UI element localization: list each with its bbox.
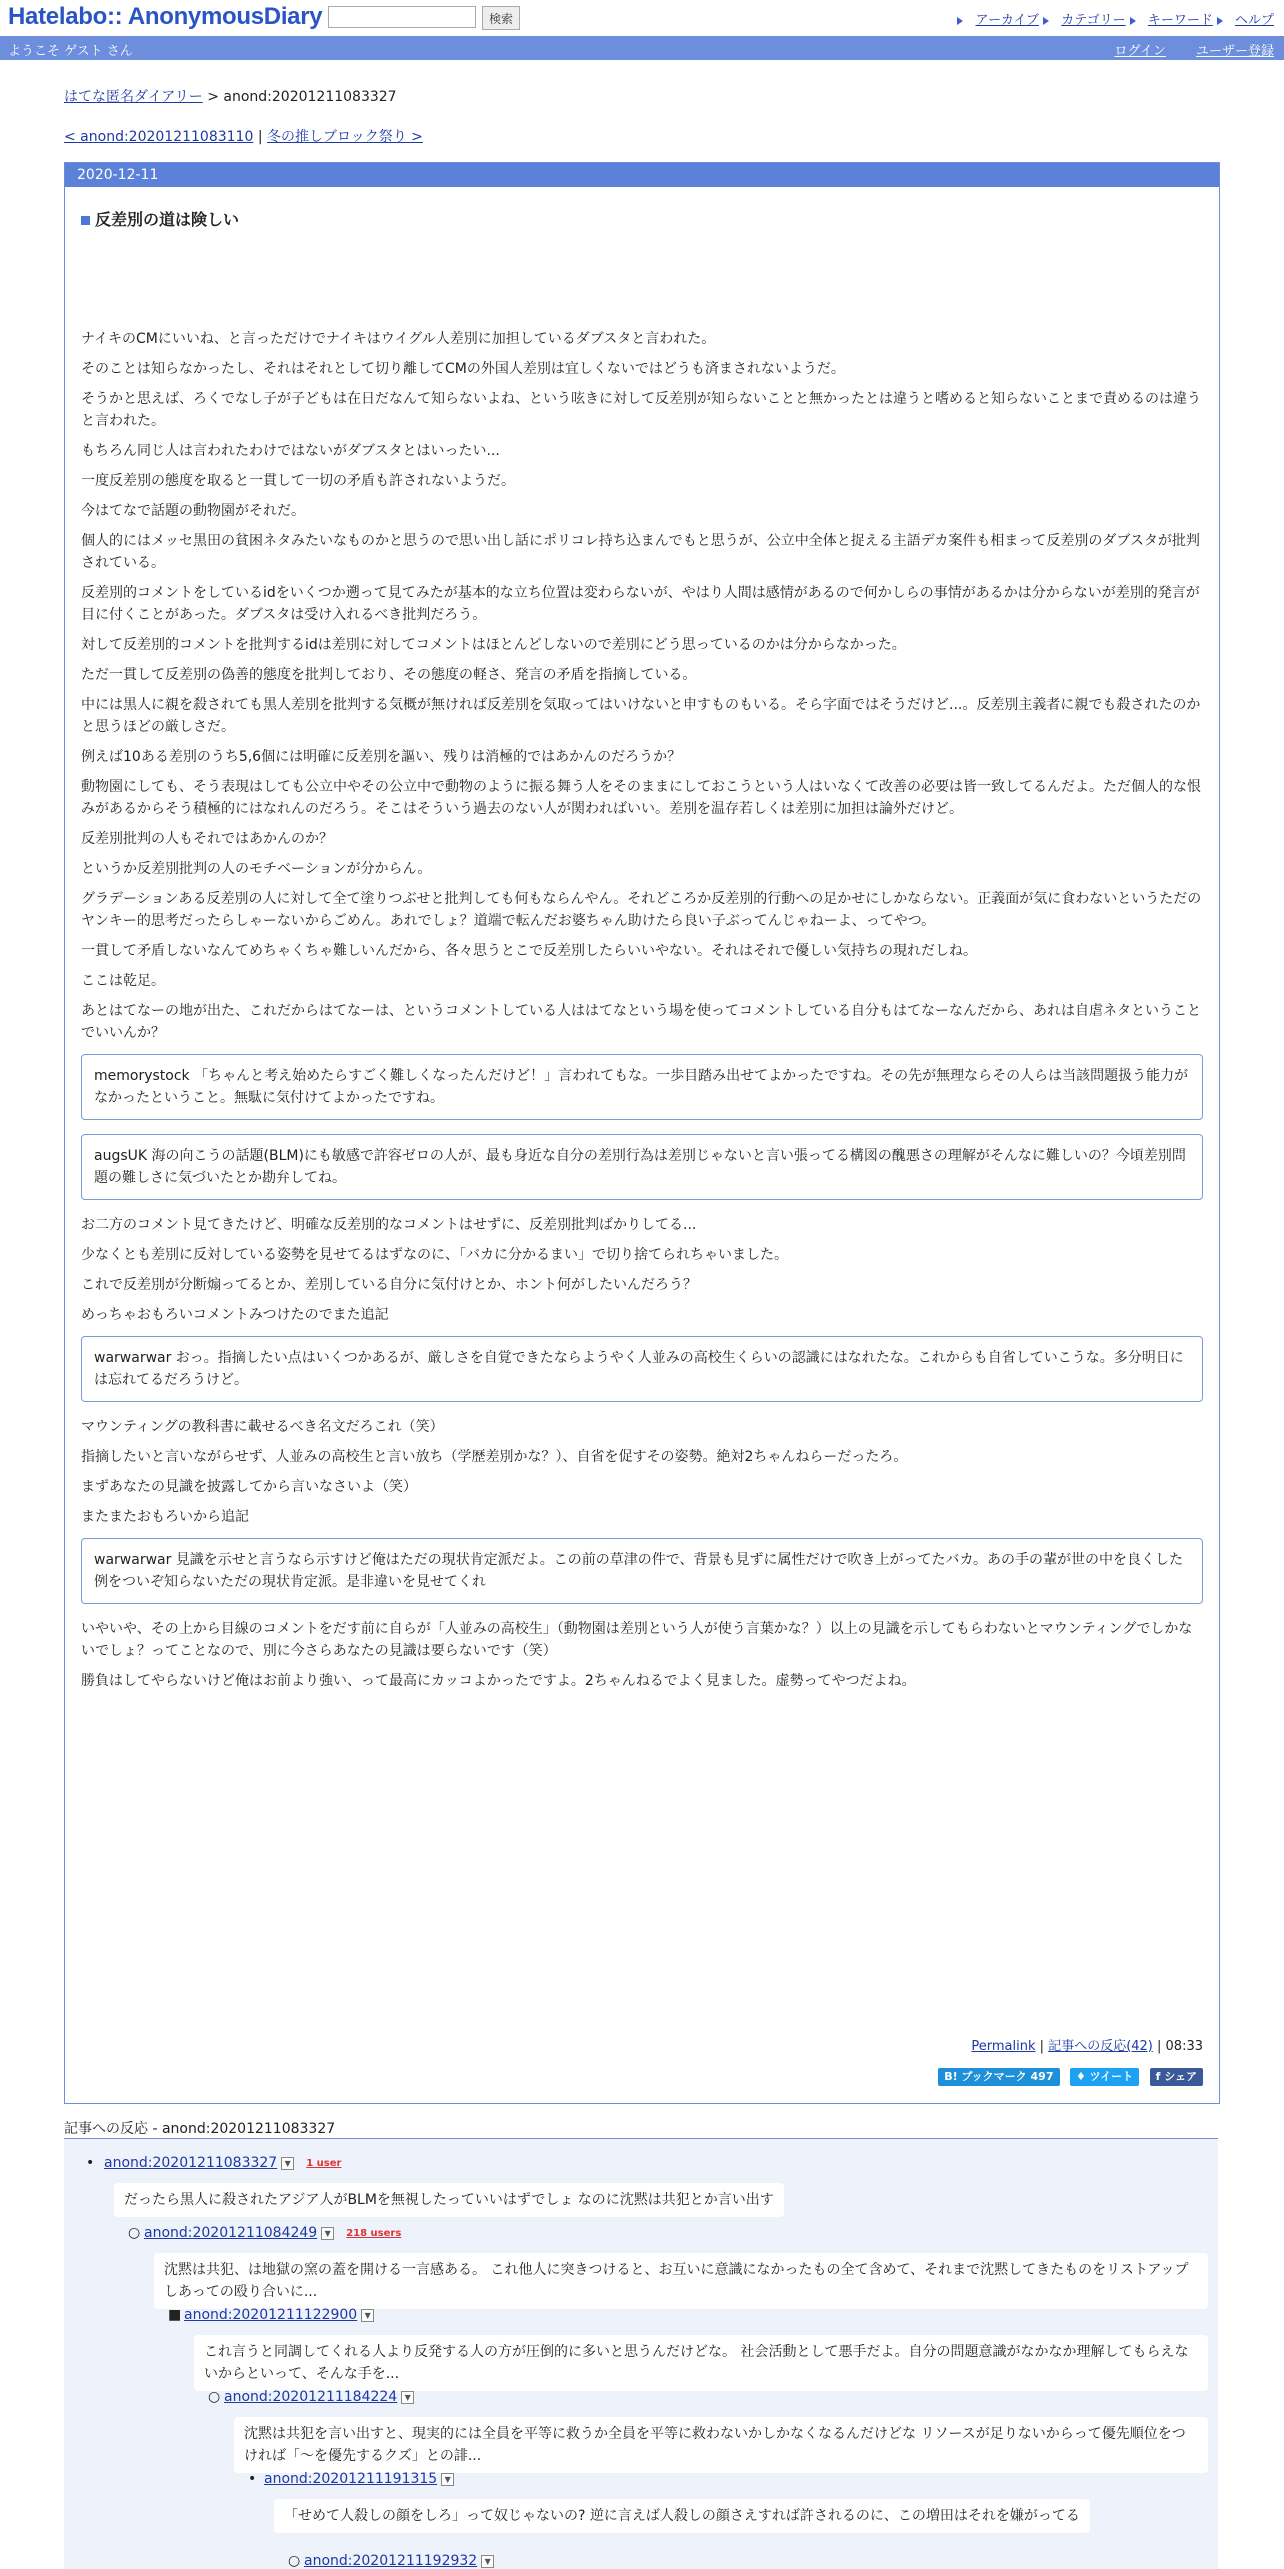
permalink[interactable]: Permalink [971,2039,1036,2054]
reactions-tree [64,2138,1218,2569]
chevron-down-icon[interactable]: ▼ [481,2555,494,2568]
paragraph: 少なくとも差別に反対している姿勢を見せてるはずなのに、「バカに分かるまい」で切り捨てられちゃいました。 [81,1247,788,1263]
paragraph-group-d [81,1618,1203,1692]
tweet-button[interactable] [1070,2068,1139,2086]
paragraph: 反差別批判の人もそれではあかんのか？ [81,831,333,847]
bird-icon: ♦ [1075,2070,1086,2083]
paragraph: 一度反差別の態度を取ると一貫して一切の矛盾も許されないようだ。 [81,473,515,489]
reaction-link[interactable]: anond:20201211084249 [144,2225,318,2241]
article-title-row [81,207,1219,230]
paragraph: 指摘したいと言いながらせず、人並みの高校生と言い放ち（学歴差別かな？）、自省を促すその姿勢。絶対2ちゃんねらーだったろ。 [81,1449,908,1465]
paragraph: ここは乾足。 [81,973,165,989]
triangle-icon [1217,17,1223,25]
paragraph: マウンティングの教科書に載せるべき名文だろこれ（笑） [81,1419,444,1435]
paragraph-group-a [81,328,1203,1044]
chevron-down-icon[interactable]: ▼ [401,2391,414,2404]
paragraph: グラデーションある反差別の人に対して全て塗りつぶせと批判しても何もならんやん。それどころか反差別的行動への足かせにしかならない。正義面が気に食わないというただのヤンキー的思考だったらしゃーないからごめん。あれでしょ？道端で転んだお婆ちゃん助けたら良い子ぶってんじゃねーよ、ってやつ。 [81,891,1202,929]
title-square-icon[interactable] [81,216,90,225]
paragraph: 個人的にはメッセ黒田の貧困ネタみたいなものかと思うので思い出し話にポリコレ持ち込まんでもと思うが、公立中全体と捉える主語デカ案件も相まって反差別のダブスタが批判されている。 [81,533,1200,571]
keyword-link-wrap [1130,13,1213,28]
chevron-down-icon[interactable]: ▼ [281,2157,294,2170]
paragraph: 一貫して矛盾しないなんてめちゃくちゃ難しいんだから、各々思うとこで反差別したらいいやない。それはそれで優しい気持ちの現れだしね。 [81,943,977,959]
paragraph: 対して反差別的コメントを批判するidは差別に対してコメントはほとんどしないので差別にどう思っているのかは分からなかった。 [81,637,906,653]
chevron-down-icon[interactable]: ▼ [361,2309,374,2322]
reaction-link[interactable]: anond:20201211083327 [104,2155,278,2171]
quote-memorystock: memorystock 「ちゃんと考え始めたらすごく難しくなったんだけど！」言われてもな。一歩目踏み出せてよかったですね。その先が無理ならその人らは当該問題扱う能力がなかったということ。無駄に気付けてよかったですね。 [81,1054,1203,1120]
article-footer: Permalink | 記事への反応(42) | 08:33 [971,2039,1203,2054]
reactions-link[interactable]: 記事への反応(42) [1048,2039,1153,2054]
bookmark-label: B! ブックマーク [944,2070,1027,2083]
reaction-item [104,2155,341,2171]
facebook-icon: f [1155,2070,1161,2083]
paragraph: ナイキのCMにいいね、と言っただけでナイキはウイグル人差別に加担しているダブスタと言われた。 [81,331,716,347]
category-link-wrap [1043,13,1125,28]
triangle-icon [1130,17,1136,25]
paragraph: そうかと思えば、ろくでなし子が子どもは在日だなんて知らないよね、という呟きに対して反差別が知らないことと無かったとは違うと嗜めると知らないことまで責めるのは違うと言われた。 [81,391,1201,429]
paragraph: 勝負はしてやらないけど俺はお前より強い、って最高にカッコよかったですよ。2ちゃんねるでよく見ました。虚勢ってやつだよね。 [81,1673,916,1689]
bookmark-count: 497 [1030,2070,1054,2083]
reaction-link[interactable]: anond:20201211184224 [224,2389,398,2405]
nav-separator: | [253,129,268,145]
list-bullet-icon: ■ [168,2307,182,2323]
facebook-share-button[interactable] [1150,2068,1203,2086]
article-body [81,328,1203,1692]
paragraph: あとはてなーの地が出た、これだからはてなーは、というコメントしている人ははてなという場を使ってコメントしている自分もはてなーなんだから、あれは自虐ネタということでいいんか？ [81,1003,1201,1041]
tweet-label: ツイート [1089,2070,1134,2083]
reaction-item [144,2225,401,2241]
list-bullet-icon: • [86,2155,95,2171]
next-entry-link[interactable]: 冬の推しブロック祭り > [267,129,423,145]
breadcrumb [64,86,397,106]
login-link[interactable]: ログイン [1114,44,1166,59]
paragraph: まずあなたの見識を披露してから言いなさいよ（笑） [81,1479,417,1495]
triangle-icon [1043,17,1049,25]
breadcrumb-separator: > [202,89,224,105]
paragraph: めっちゃおもろいコメントみつけたのでまた追記 [81,1307,389,1323]
reaction-link[interactable]: anond:20201211122900 [184,2307,358,2323]
reaction-item [264,2471,454,2487]
breadcrumb-home[interactable]: はてな匿名ダイアリー [64,89,203,105]
paragraph: いやいや、その上から目線のコメントをだす前に自らが「人並みの高校生」（動物園は差別という人が使う言葉かな？）以上の見識を示してもらわないとマウンティングでしかないでしょ？ってことなので、別に今さらあなたの見識は要らないです（笑） [81,1621,1193,1659]
paragraph: 動物園にしても、そう表現はしても公立中やその公立中で動物のように振る舞う人をそのままにしておこうという人はいなくて改善の必要は皆一致してるんだよ。ただ個人的な恨みがあるからそう積極的にはなれんのだろう。そこはそういう過去のない人が関わればいい。差別を温存若しくは差別に加担は論外だけど。 [81,779,1201,817]
reaction-item [304,2553,494,2569]
header-nav [957,9,1274,28]
reaction-excerpt: 沈黙は共犯を言い出すと、現実的には全員を平等に救うか全員を平等に救わないかしかなくなるんだけどな リソースが足りないからって優先順位をつければ「〜を優先するクズ」との誹... [234,2417,1208,2473]
search-input[interactable] [328,6,476,28]
hatena-bookmark-button[interactable] [938,2068,1059,2086]
category-link[interactable]: カテゴリー [1061,13,1126,28]
list-bullet-icon: • [248,2471,257,2487]
header [0,0,1284,36]
reaction-excerpt: だったら黒人に殺されたアジア人がBLMを無視したっていいはずでしょ なのに沈黙は共犯とか言い出す [114,2183,784,2217]
site-logo[interactable]: Hatelabo:: AnonymousDiary [8,3,323,30]
chevron-down-icon[interactable]: ▼ [321,2227,334,2240]
quote-warwarwar-2: warwarwar 見識を示せと言うなら示すけど俺はただの現状肯定派だよ。この前の草津の件で、背景も見ずに属性だけで吹き上がってたバカ。あの手の輩が世の中を良くした例をついぞ知らないただの現状肯定派。是非違いを見せてくれ [81,1538,1203,1604]
reaction-excerpt: 沈黙は共犯、は地獄の窯の蓋を開ける一言感ある。 これ他人に突きつけると、お互いに意識になかったもの全て含めて、それまで沈黙してきたものをリストアップしあっての殴り合いに... [154,2253,1208,2309]
reaction-link[interactable]: anond:20201211191315 [264,2471,438,2487]
welcome-text: ようこそ ゲスト さん [8,44,133,59]
help-link[interactable]: ヘルプ [1234,13,1274,28]
paragraph: もちろん同じ人は言われたわけではないがダブスタとはいったい... [81,443,500,459]
reactions-title: 記事への反応 - anond:20201211083327 [64,2121,336,2137]
paragraph: 例えば10ある差別のうち5,6個には明確に反差別を謳い、残りは消極的ではあかんのだろうか？ [81,749,682,765]
reaction-item [184,2307,374,2323]
paragraph: そのことは知らなかったし、それはそれとして切り離してCMの外国人差別は宜しくないではどうも済まされないようだ。 [81,361,845,377]
article [64,162,1220,2104]
chevron-down-icon[interactable]: ▼ [441,2473,454,2486]
prev-entry-link[interactable]: < anond:20201211083110 [64,129,254,145]
reaction-excerpt: 「せめて人殺しの顔をしろ」って奴じゃないの? 逆に言えば人殺しの顔さえすれば許されるのに、この増田はそれを嫌がってる [274,2499,1090,2533]
list-bullet-icon: ○ [208,2389,221,2405]
paragraph: というか反差別批判の人のモチベーションが分からん。 [81,861,432,877]
reaction-item [224,2389,414,2405]
paragraph: 中には黒人に親を殺されても黒人差別を批判する気概が無ければ反差別を気取ってはいけないと申すものもいる。そら字面ではそうだけど...。反差別主義者に親でも殺されたのかと思うほどの厳しさだ。 [81,697,1201,735]
paragraph: お二方のコメント見てきたけど、明確な反差別的なコメントはせずに、反差別批判ばかりしてる... [81,1217,697,1233]
paragraph: ただ一貫して反差別の偽善的態度を批判しており、その態度の軽さ、発言の矛盾を指摘している。 [81,667,697,683]
breadcrumb-current: anond:20201211083327 [223,89,397,105]
article-title: 反差別の道は険しい [95,210,240,229]
bookmark-users-badge[interactable]: 218 users [346,2227,402,2239]
keyword-link[interactable]: キーワード [1147,13,1213,28]
share-label: シェア [1164,2070,1197,2083]
share-buttons [932,2068,1203,2088]
reaction-excerpt: これ言うと同調してくれる人より反発する人の方が圧倒的に多いと思うんだけどな。 社会活動として悪手だよ。自分の問題意識がなかなか理解してもらえないからといって、そんな手を... [194,2335,1208,2391]
bookmark-users-badge[interactable]: 1 user [306,2157,342,2169]
prev-next-nav [64,126,423,146]
triangle-icon [957,17,963,25]
quote-augsuk: augsUK 海の向こうの話題(BLM)にも敏感で許容ゼロの人が、最も身近な自分の差別行為は差別じゃないと言い張ってる構図の醜悪さの理解がそんなに難しいの？今頃差別問題の難しさに気づいたとか勘弁してね。 [81,1134,1203,1200]
archive-link-wrap [957,13,1039,28]
account-links [1088,40,1274,59]
paragraph: 今はてなで話題の動物園がそれだ。 [81,503,305,519]
paragraph: またまたおもろいから追記 [81,1509,249,1525]
post-time: 08:33 [1165,2039,1203,2054]
list-bullet-icon: ○ [128,2225,141,2241]
help-link-wrap [1217,13,1274,28]
register-link[interactable]: ユーザー登録 [1195,44,1274,59]
search-button[interactable]: 検索 [482,6,520,30]
paragraph: 反差別的コメントをしているidをいくつか遡って見てみたが基本的な立ち位置は変わらないが、やはり人間は感情があるので何かしらの事情があるかは分からないが差別的発言が目に付くことがあった。ダブスタは受け入れるべき批判だろう。 [81,585,1200,623]
article-date: 2020-12-11 [65,163,1219,187]
paragraph-group-b [81,1214,1203,1326]
paragraph: これで反差別が分断煽ってるとか、差別している自分に気付けとか、ホント何がしたいんだろう？ [81,1277,697,1293]
archive-link[interactable]: アーカイブ [975,13,1040,28]
list-bullet-icon: ○ [288,2553,301,2569]
reaction-link[interactable]: anond:20201211192932 [304,2553,478,2569]
paragraph-group-c [81,1416,1203,1528]
user-bar [0,36,1284,60]
quote-warwarwar-1: warwarwar おっ。指摘したい点はいくつかあるが、厳しさを自覚できたならようやく人並みの高校生くらいの認識にはなれたな。これからも自省していこうな。多分明日には忘れてるだろうけど。 [81,1336,1203,1402]
